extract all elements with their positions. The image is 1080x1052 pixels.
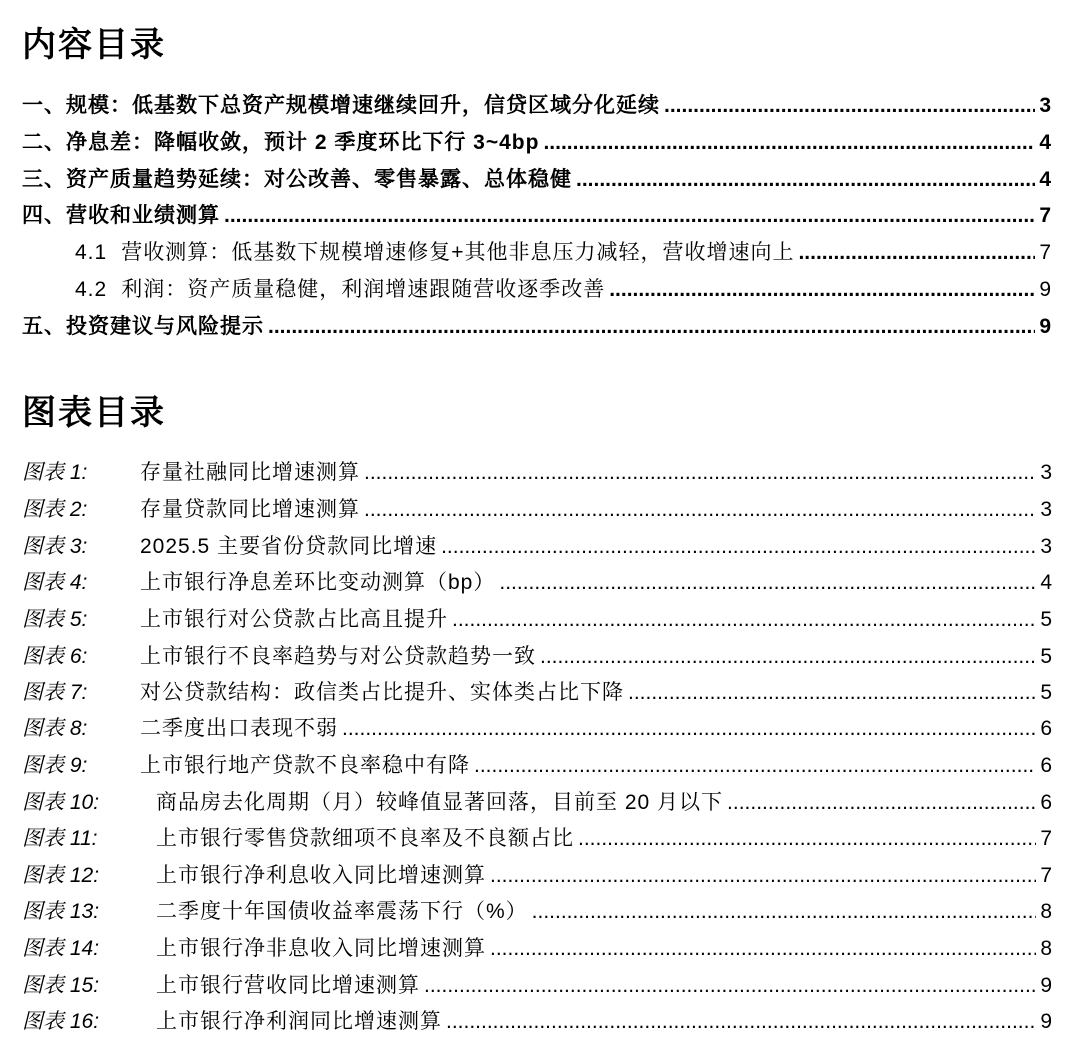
dot-leader [364,495,1036,525]
figure-page: 9 [1040,1010,1052,1033]
dot-leader [364,458,1036,488]
toc-entry[interactable] [22,312,1052,342]
figure-title: 上市银行净息差环比变动测算（bp） [140,571,496,594]
figure-label: 图表 11: [22,827,98,850]
figure-page: 3 [1040,498,1052,521]
toc-entry-page: 7 [1039,204,1052,227]
dot-leader [532,897,1037,927]
figure-label: 图表 4: [22,571,88,594]
figure-label: 图表 13: [22,900,100,923]
figure-page: 5 [1040,681,1052,704]
toc-entry-text: 三、资产质量趋势延续：对公改善、零售暴露、总体稳健 [22,168,572,191]
toc-entry[interactable] [22,128,1052,158]
figure-title: 上市银行净利润同比增速测算 [156,1010,442,1033]
figure-label: 图表 16: [22,1010,100,1033]
toc-entry-text: 一、规模：低基数下总资产规模增速继续回升，信贷区域分化延续 [22,94,660,117]
dot-leader [224,201,1035,231]
figure-page: 6 [1040,717,1052,740]
toc-subentry[interactable] [75,238,1052,268]
figure-entry[interactable] [22,678,1052,708]
figure-entry[interactable] [22,568,1052,598]
toc-heading: 内容目录 [22,25,166,65]
toc-entry-page: 4 [1039,168,1052,191]
toc-entry-page: 7 [1039,241,1052,264]
figure-label: 图表 8: [22,717,88,740]
figure-page: 5 [1040,608,1052,631]
figure-entry[interactable] [22,897,1052,927]
figure-entry[interactable] [22,971,1052,1001]
figure-label: 图表 5: [22,608,88,631]
dot-leader [664,91,1035,121]
dot-leader [441,532,1036,562]
figure-label: 图表 9: [22,754,88,777]
dot-leader [727,788,1036,818]
figure-title: 上市银行地产贷款不良率稳中有降 [140,754,470,777]
figure-label: 图表 7: [22,681,88,704]
figure-label: 图表 6: [22,645,88,668]
toc-entry-text: 四、营收和业绩测算 [22,204,220,227]
figure-title: 上市银行零售贷款细项不良率及不良额占比 [156,827,574,850]
figure-label: 图表 2: [22,498,88,521]
figure-label: 图表 14: [22,937,100,960]
toc-entry-text: 利润：资产质量稳健，利润增速跟随营收逐季改善 [121,278,606,301]
toc-entry[interactable] [22,165,1052,195]
figure-page: 8 [1040,900,1052,923]
figure-list-heading: 图表目录 [22,393,166,433]
figure-label: 图表 3: [22,535,88,558]
dot-leader [578,824,1036,854]
figure-entry[interactable] [22,1007,1052,1037]
figure-title: 上市银行净非息收入同比增速测算 [156,937,486,960]
figure-page: 4 [1040,571,1052,594]
figure-page: 9 [1040,974,1052,997]
figure-entry[interactable] [22,642,1052,672]
figure-label: 图表 1: [22,461,88,484]
figure-page: 8 [1040,937,1052,960]
figure-entry[interactable] [22,495,1052,525]
toc-entry-page: 3 [1039,94,1052,117]
figure-page: 7 [1040,827,1052,850]
toc-subentry-number: 4.1 [75,241,108,264]
figure-title: 上市银行不良率趋势与对公贷款趋势一致 [140,645,536,668]
figure-label: 图表 15: [22,974,100,997]
figure-entry[interactable] [22,714,1052,744]
figure-title: 二季度十年国债收益率震荡下行（%） [156,900,528,923]
figure-entry[interactable] [22,934,1052,964]
figure-title: 二季度出口表现不弱 [140,717,338,740]
dot-leader [798,238,1035,268]
dot-leader [499,568,1036,598]
figure-page: 3 [1040,535,1052,558]
toc-entry-text: 二、净息差：降幅收敛，预计 2 季度环比下行 3~4bp [22,131,540,154]
dot-leader [446,1007,1036,1037]
toc-subentry[interactable] [75,275,1052,305]
toc-entry-text: 五、投资建议与风险提示 [22,315,264,338]
figure-page: 7 [1040,864,1052,887]
figure-title: 上市银行净利息收入同比增速测算 [156,864,486,887]
dot-leader [543,128,1035,158]
dot-leader [452,605,1036,635]
figure-title: 上市银行对公贷款占比高且提升 [140,608,448,631]
figure-title: 商品房去化周期（月）较峰值显著回落，目前至 20 月以下 [156,791,724,814]
figure-page: 3 [1040,461,1052,484]
figure-entry[interactable] [22,861,1052,891]
figure-entry[interactable] [22,824,1052,854]
dot-leader [474,751,1036,781]
figure-page: 6 [1040,791,1052,814]
toc-entry-page: 4 [1039,131,1052,154]
figure-title: 2025.5 主要省份贷款同比增速 [140,535,438,558]
toc-entry-page: 9 [1039,315,1052,338]
figure-page: 6 [1040,754,1052,777]
figure-label: 图表 12: [22,864,100,887]
toc-entry-page: 9 [1039,278,1052,301]
figure-title: 存量贷款同比增速测算 [140,498,360,521]
figure-entry[interactable] [22,458,1052,488]
dot-leader [609,275,1035,305]
figure-title: 存量社融同比增速测算 [140,461,360,484]
toc-subentry-number: 4.2 [75,278,108,301]
dot-leader [490,934,1036,964]
dot-leader [424,971,1036,1001]
dot-leader [268,312,1035,342]
figure-title: 对公贷款结构：政信类占比提升、实体类占比下降 [140,681,624,704]
dot-leader [576,165,1035,195]
figure-label: 图表 10: [22,791,100,814]
figure-title: 上市银行营收同比增速测算 [156,974,420,997]
figure-entry[interactable] [22,788,1052,818]
figure-entry[interactable] [22,532,1052,562]
toc-entry-text: 营收测算：低基数下规模增速修复+其他非息压力减轻，营收增速向上 [121,241,795,264]
dot-leader [540,642,1036,672]
toc-entry[interactable] [22,201,1052,231]
dot-leader [490,861,1036,891]
dot-leader [628,678,1036,708]
toc-entry[interactable] [22,91,1052,121]
figure-entry[interactable] [22,605,1052,635]
figure-page: 5 [1040,645,1052,668]
figure-entry[interactable] [22,751,1052,781]
dot-leader [342,714,1036,744]
